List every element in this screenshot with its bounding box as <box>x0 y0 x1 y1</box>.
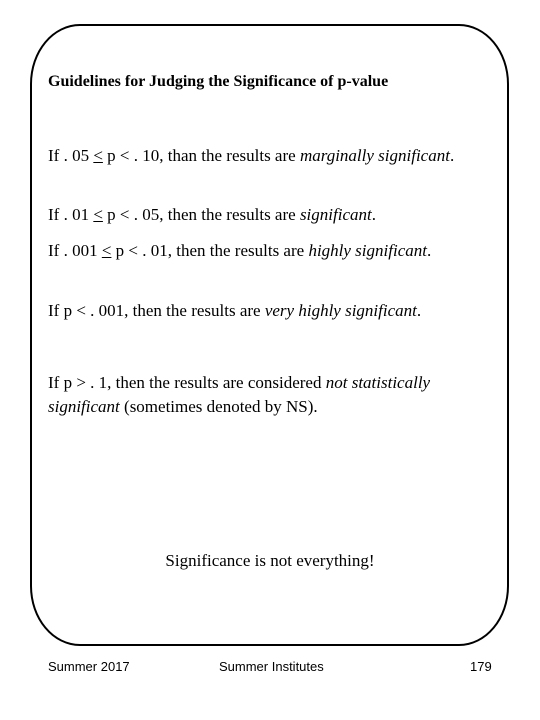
rule-highly <box>48 239 468 263</box>
rule-operator: < <box>101 241 112 260</box>
rule-text: . <box>449 146 455 165</box>
rule-text: . <box>371 205 376 224</box>
rule-very-highly <box>48 299 468 323</box>
rule-text: If . 05 <box>48 146 94 165</box>
footer-event: Summer Institutes <box>219 659 324 674</box>
rule-text: If . 001 <box>48 241 102 260</box>
rule-text: If p < . 001, then the results are <box>48 301 265 320</box>
rule-text: . <box>416 301 422 320</box>
tagline: Significance is not everything! <box>165 551 375 570</box>
slide-title: Guidelines for Judging the Significance of p-value <box>48 73 389 90</box>
rule-text: p < . 05, then the results are <box>102 205 300 224</box>
rule-text: . <box>426 241 432 260</box>
rule-text: p < . 01, then the results are <box>111 241 309 260</box>
rule-marginal <box>48 144 468 168</box>
rule-emphasis: significant <box>299 205 372 224</box>
rule-significant <box>48 203 468 227</box>
rule-emphasis: marginally significant <box>299 146 450 165</box>
footer-date: Summer 2017 <box>48 659 130 674</box>
rule-not-significant <box>48 371 468 419</box>
rule-operator: < <box>93 205 103 224</box>
rule-text: If . 01 <box>48 205 94 224</box>
rule-emphasis: not statistically significant <box>48 373 431 416</box>
rule-text: If p > . 1, then the results are considered <box>48 373 326 392</box>
rule-emphasis: very highly significant <box>264 301 417 320</box>
rule-operator: < <box>93 146 103 165</box>
rule-text: (sometimes denoted by NS). <box>119 397 318 416</box>
rule-text: p < . 10, than the results are <box>102 146 300 165</box>
rule-emphasis: highly significant <box>308 241 427 260</box>
footer-page-number: 179 <box>470 659 492 674</box>
